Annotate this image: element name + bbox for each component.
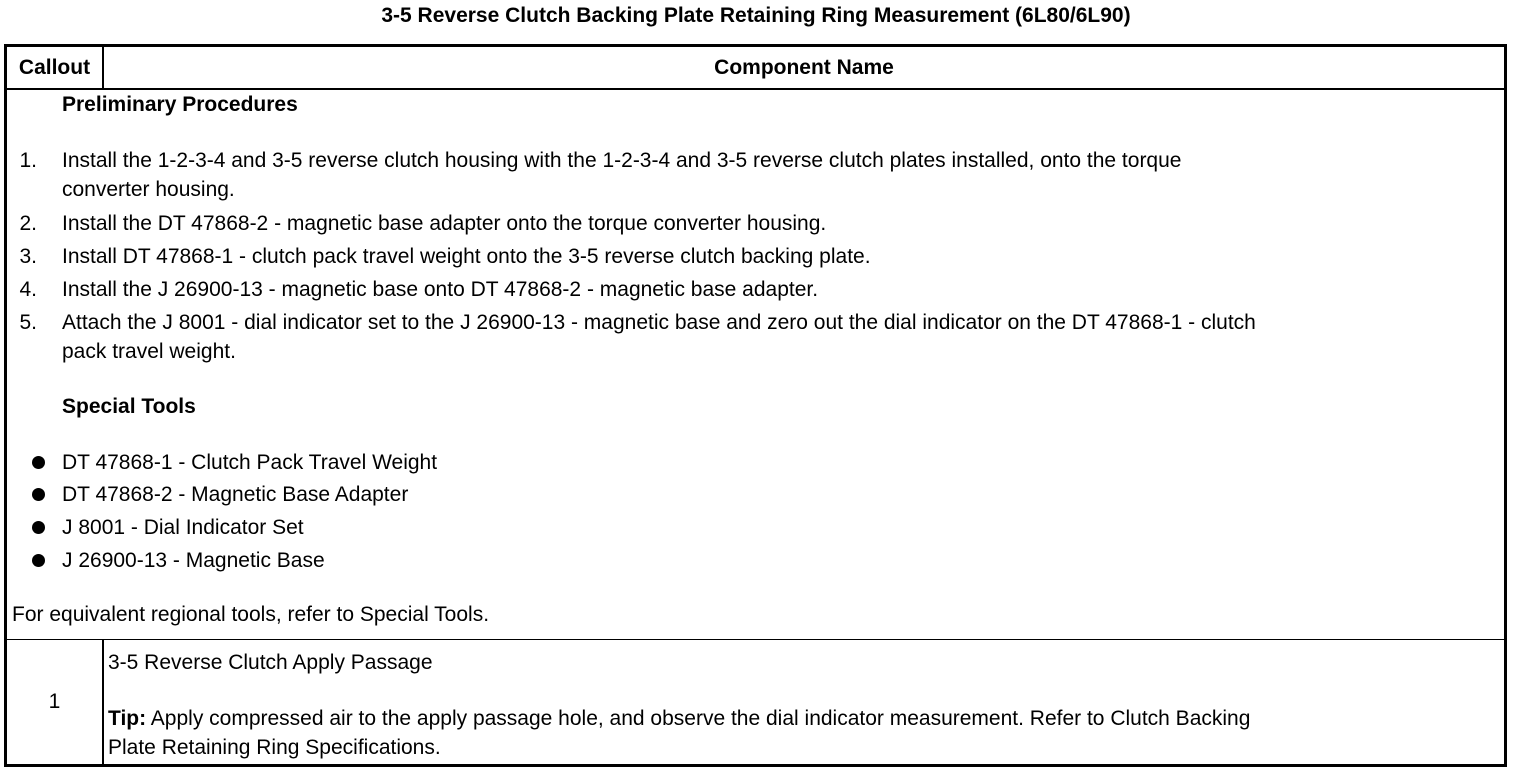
tool-text: J 26900-13 - Magnetic Base <box>62 549 325 572</box>
row-tip-continued: Plate Retaining Ring Specifications. <box>108 736 441 759</box>
bullet-icon <box>32 554 45 567</box>
header-callout: Callout <box>7 47 104 88</box>
step-number: 4. <box>19 278 37 301</box>
step-number: 2. <box>19 212 37 235</box>
bullet-icon <box>32 456 45 469</box>
table-header-row <box>7 47 1504 90</box>
step-text: Install the J 26900-13 - magnetic base onto DT 47868-2 - magnetic base adapter. <box>62 278 819 301</box>
special-tools-heading: Special Tools <box>62 395 196 418</box>
tool-text: DT 47868-2 - Magnetic Base Adapter <box>62 483 409 506</box>
preliminary-heading: Preliminary Procedures <box>62 93 298 116</box>
step-number: 1. <box>19 149 37 172</box>
tip-label: Tip: <box>108 707 147 730</box>
step-text-continued: converter housing. <box>62 178 235 201</box>
regional-tools-note: For equivalent regional tools, refer to Special Tools. <box>12 603 490 626</box>
tool-text: J 8001 - Dial Indicator Set <box>62 516 304 539</box>
step-text-continued: pack travel weight. <box>62 340 236 363</box>
step-text: Install the DT 47868-2 - magnetic base adapter onto the torque converter housing. <box>62 212 827 235</box>
preliminary-section <box>7 90 1504 640</box>
procedure-table <box>4 44 1507 767</box>
step-number: 5. <box>19 311 37 334</box>
step-number: 3. <box>19 245 37 268</box>
bullet-icon <box>32 521 45 534</box>
page-title: 3-5 Reverse Clutch Backing Plate Retaining Ring Measurement (6L80/6L90) <box>381 4 1131 27</box>
step-text: Attach the J 8001 - dial indicator set to the J 26900-13 - magnetic base and zero out the dial indicator on the DT 47868-1 - clutch <box>62 311 1256 334</box>
header-component-name: Component Name <box>714 56 894 79</box>
step-text: Install the 1-2-3-4 and 3-5 reverse clutch housing with the 1-2-3-4 and 3-5 reverse clutch plates installed, onto the torque <box>62 149 1182 172</box>
row-component-name: 3-5 Reverse Clutch Apply Passage <box>108 651 433 674</box>
step-text: Install DT 47868-1 - clutch pack travel weight onto the 3-5 reverse clutch backing plate. <box>62 245 871 268</box>
row-callout: 1 <box>7 640 104 764</box>
row-tip <box>108 704 1250 733</box>
tip-text: Apply compressed air to the apply passage hole, and observe the dial indicator measurement. Refer to Clutch Backing <box>146 707 1251 730</box>
table-row <box>7 640 1504 764</box>
tool-text: DT 47868-1 - Clutch Pack Travel Weight <box>62 451 438 474</box>
bullet-icon <box>32 488 45 501</box>
